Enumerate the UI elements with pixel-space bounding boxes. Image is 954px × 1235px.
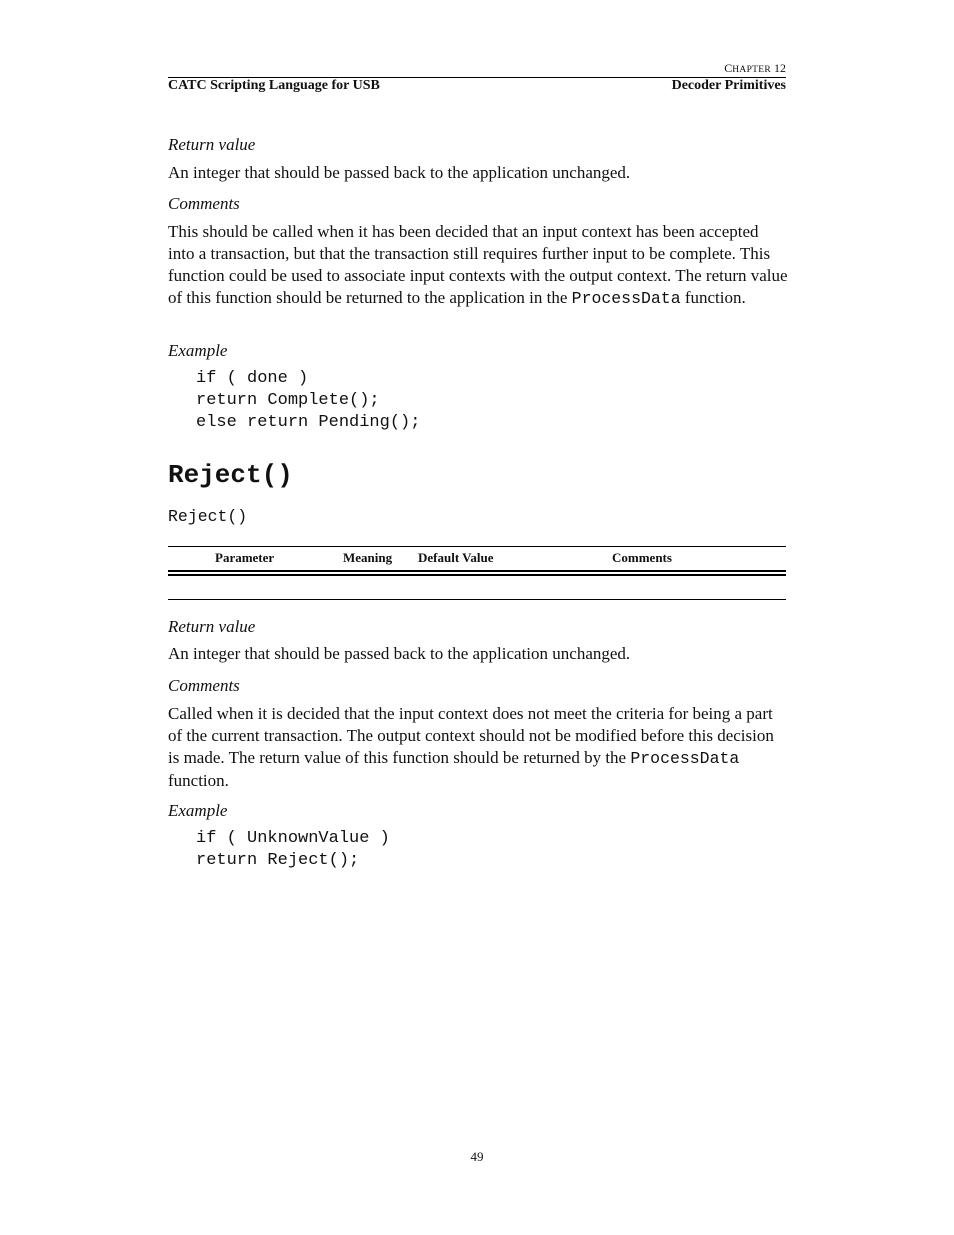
column-header: Parameter xyxy=(215,550,275,565)
page-number: 49 xyxy=(470,1149,484,1164)
function-signature: Reject() xyxy=(168,507,248,526)
comments-paragraph: Called when it is decided that the input context does not meet the criteria for being a part of the current transaction. The output context should not be modified before this decision is made. The return value of this function should be returned by the ProcessData function. xyxy=(168,704,774,790)
code-example xyxy=(196,368,420,434)
return-value-heading: Return value xyxy=(168,135,256,154)
comments-heading: Comments xyxy=(168,194,240,213)
return-value-heading: Return value xyxy=(168,617,256,636)
return-value-text: An integer that should be passed back to the application unchanged. xyxy=(168,644,631,663)
example-heading: Example xyxy=(168,801,228,820)
code-line: if ( done ) xyxy=(196,369,309,388)
code-line: return Complete(); xyxy=(196,391,380,410)
parameter-table xyxy=(168,546,786,576)
column-header: Meaning xyxy=(343,550,393,565)
comments-paragraph: This should be called when it has been decided that an input context has been accepted into a transaction, but that the transaction still requires further input to be complete. This function could be used to associate input contexts with the output context. The return value of this function should be returned to the application in the ProcessData function. xyxy=(168,222,788,308)
table-double-rule xyxy=(168,570,786,576)
table-bottom-rule xyxy=(168,599,786,600)
comments-heading: Comments xyxy=(168,676,240,695)
example-heading: Example xyxy=(168,341,228,360)
header-left-title: CATC Scripting Language for USB xyxy=(168,78,380,93)
chapter-label: CHAPTER 12 xyxy=(724,61,786,75)
code-line: if ( UnknownValue ) xyxy=(196,829,390,848)
return-value-text: An integer that should be passed back to the application unchanged. xyxy=(168,163,631,182)
column-header: Comments xyxy=(612,550,672,565)
section-title: Reject() xyxy=(168,460,293,490)
header-right-title: Decoder Primitives xyxy=(671,78,786,93)
code-line: return Reject(); xyxy=(196,851,360,870)
code-line: else return Pending(); xyxy=(196,413,421,432)
code-example xyxy=(196,828,390,872)
running-header xyxy=(168,77,786,94)
column-header: Default Value xyxy=(418,550,494,565)
table-header-row xyxy=(168,547,786,569)
